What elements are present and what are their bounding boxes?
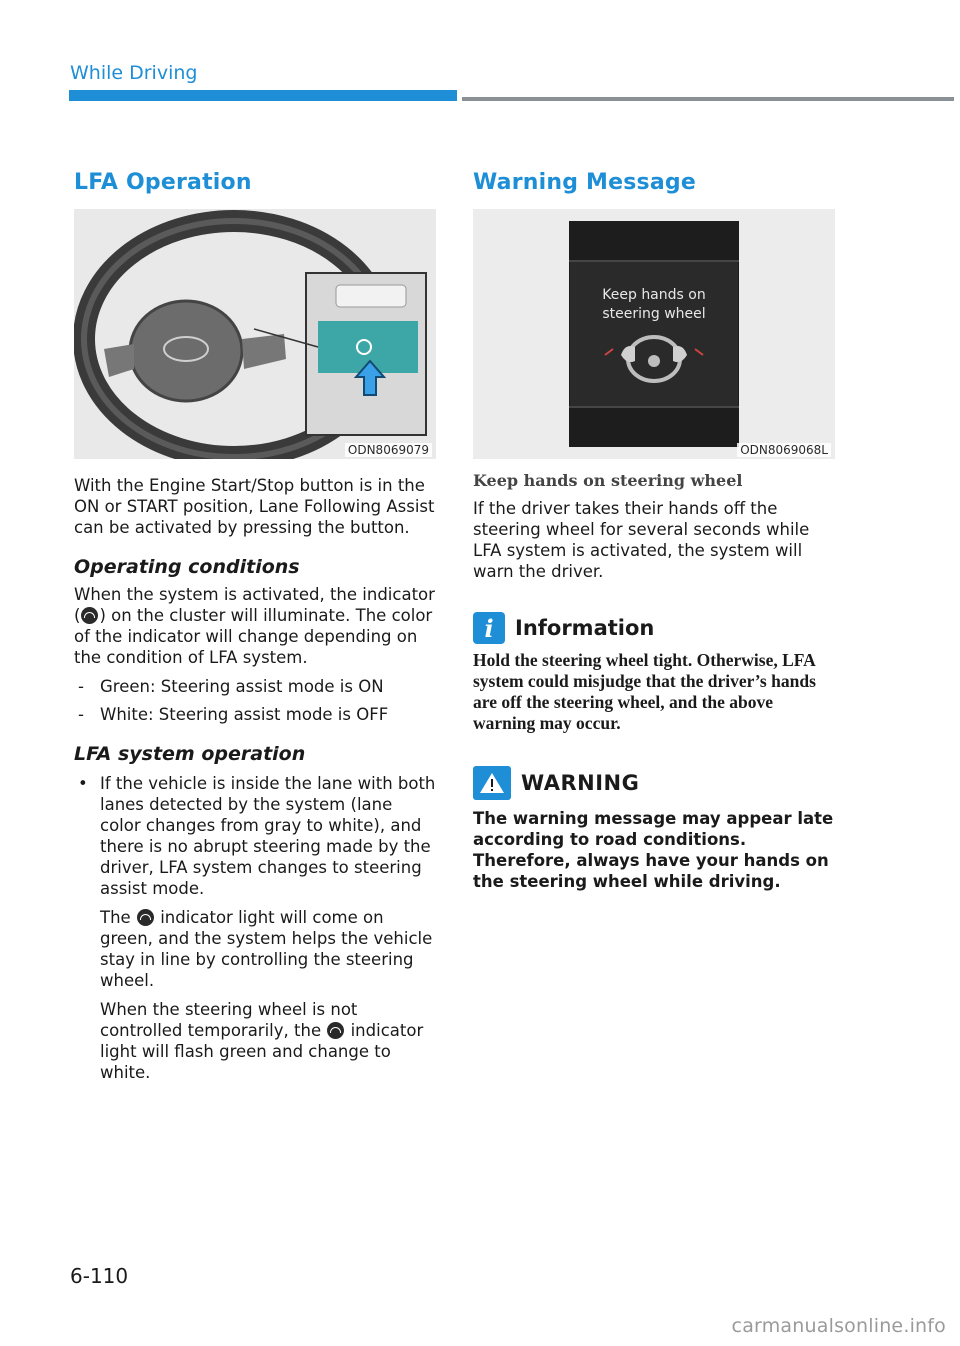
lfa-indicator-icon — [137, 909, 154, 926]
text-fragment: indicator light will flash green and change to white. — [100, 1021, 424, 1082]
text-fragment: ) on the cluster will illuminate. The color of the indicator will change depending on the condition of LFA system. — [74, 606, 433, 667]
message-body: If the driver takes their hands off the steering wheel for several seconds while LFA system is activated, the system will warn the driver. — [473, 499, 810, 581]
information-body: Hold the steering wheel tight. Otherwise, LFA system could misjudge that the driver’s hands are off the steering wheel, and the above warning may occur. — [473, 650, 816, 733]
header-rule-gray — [462, 97, 954, 101]
left-column — [74, 170, 436, 1083]
cluster-display-illustration — [473, 209, 835, 459]
message-heading: Keep hands on steering wheel — [473, 471, 743, 490]
cluster-display-figure — [473, 209, 835, 459]
warning-callout — [473, 766, 835, 800]
warning-icon — [473, 766, 511, 800]
text-fragment: The — [100, 908, 131, 927]
text-fragment: When the steering wheel is not controlled temporarily, the — [100, 1000, 358, 1040]
lfa-operation-heading: LFA Operation — [74, 170, 252, 195]
lfa-indicator-icon — [81, 607, 98, 624]
information-callout — [473, 612, 835, 644]
info-icon: i — [473, 612, 505, 644]
sub-paragraph — [100, 907, 436, 991]
lfa-intro-text: With the Engine Start/Stop button is in the ON or START position, Lane Following Assist can be activated by pressing the button. — [74, 476, 435, 537]
warning-title: WARNING — [521, 771, 640, 795]
list-item: - Green: Steering assist mode is ON — [74, 676, 436, 697]
bullet-text: If the vehicle is inside the lane with both lanes detected by the system (lane color changes from gray to white), and there is no abrupt steering made by the driver, LFA system changes to steering assist mode. — [100, 774, 436, 898]
operating-conditions-text — [74, 584, 436, 668]
text-fragment: indicator light will come on green, and the system helps the vehicle stay in line by controlling the steering wheel. — [100, 908, 433, 990]
steering-wheel-figure — [74, 209, 436, 459]
watermark: carmanualsonline.info — [731, 1315, 946, 1337]
warning-triangle-icon — [479, 771, 505, 795]
lfa-system-operation-heading: LFA system operation — [74, 743, 306, 765]
header-rule-blue — [69, 90, 457, 101]
lfa-indicator-icon — [327, 1022, 344, 1039]
display-line-2: steering wheel — [602, 306, 706, 322]
warning-message-heading: Warning Message — [473, 170, 696, 195]
information-title: Information — [515, 616, 655, 640]
sub-paragraph — [100, 999, 436, 1083]
figure-code: ODN8069068L — [737, 443, 831, 457]
list-item: - White: Steering assist mode is OFF — [74, 704, 436, 725]
warning-body: The warning message may appear late according to road conditions. Therefore, always have your hands on the steering wheel while driving. — [473, 809, 834, 891]
mode-list — [74, 676, 436, 725]
display-line-1: Keep hands on — [602, 287, 706, 303]
text-fragment: When the system is activated, the indicator ( — [74, 585, 435, 625]
list-item — [74, 773, 436, 1083]
right-column — [473, 170, 835, 892]
page-number: 6-110 — [70, 1264, 129, 1288]
section-title: While Driving — [70, 62, 198, 84]
operation-list — [74, 773, 436, 1083]
steering-wheel-illustration — [74, 209, 436, 459]
figure-code: ODN8069079 — [345, 443, 432, 457]
operating-conditions-heading: Operating conditions — [74, 556, 300, 578]
